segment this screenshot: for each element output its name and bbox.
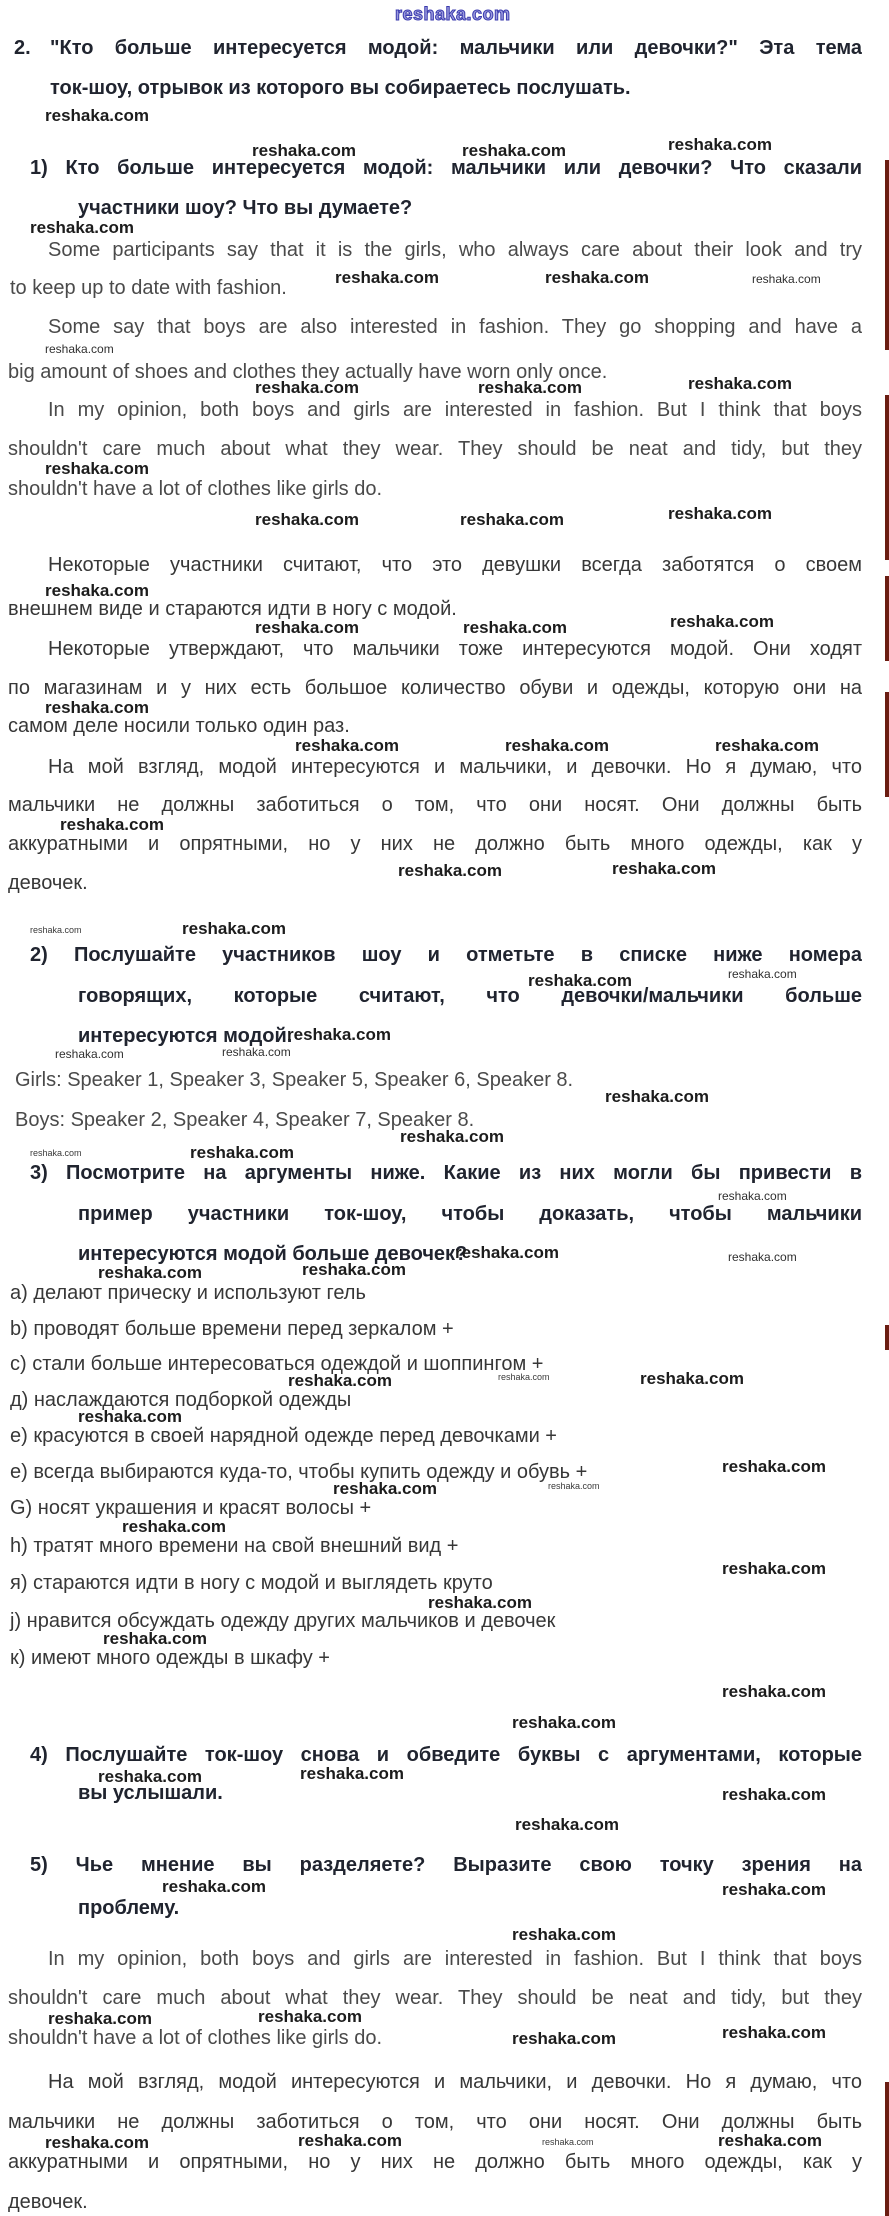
- watermark: reshaka.com: [295, 736, 399, 755]
- watermark: reshaka.com: [728, 967, 797, 981]
- task-2b-heading-line-1: 2) Послушайте участников шоу и отметьте в списке ниже номера: [30, 944, 862, 966]
- task-1-heading-line-1: 1) Кто больше интересуется модой: мальчики или девочки? Что сказали: [30, 157, 862, 179]
- answer-ru-line: по магазинам и у них есть большое количество обуви и одежды, которую они на: [8, 677, 862, 699]
- answer-en-line: shouldn't have a lot of clothes like girls do.: [8, 2027, 383, 2049]
- scan-edge-artifact: [885, 2082, 889, 2216]
- watermark: reshaka.com: [302, 1260, 406, 1279]
- task-2-heading-line-1: "Кто больше интересуется модой: мальчики или девочки?" Эта тема: [50, 37, 862, 59]
- watermark: reshaka.com: [45, 2133, 149, 2152]
- task-3-heading-line-1: 3) Посмотрите на аргументы ниже. Какие из них могли бы привести в: [30, 1162, 862, 1184]
- answer-en-line: big amount of shoes and clothes they actually have worn only once.: [8, 361, 608, 383]
- watermark: reshaka.com: [722, 1880, 826, 1899]
- watermark: reshaka.com: [640, 1369, 744, 1388]
- watermark: reshaka.com: [333, 1479, 437, 1498]
- watermark: reshaka.com: [462, 141, 566, 160]
- argument-h: h) тратят много времени на свой внешний вид +: [10, 1535, 459, 1557]
- watermark: reshaka.com: [542, 2137, 594, 2147]
- scan-edge-artifact: [885, 160, 889, 350]
- task-3-heading-line-2: пример участники ток-шоу, чтобы доказать, чтобы мальчики: [78, 1203, 862, 1225]
- watermark: reshaka.com: [398, 861, 502, 880]
- answer-boys: Boys: Speaker 2, Speaker 4, Speaker 7, Speaker 8.: [15, 1109, 475, 1131]
- argument-d: д) наслаждаются подборкой одежды: [10, 1389, 352, 1411]
- answer-ru-line: девочек.: [8, 872, 88, 894]
- watermark: reshaka.com: [45, 698, 149, 717]
- answer-ru-line: мальчики не должны заботиться о том, что они носят. Они должны быть: [8, 794, 862, 816]
- watermark: reshaka.com: [545, 268, 649, 287]
- watermark: reshaka.com: [722, 1457, 826, 1476]
- watermark: reshaka.com: [718, 2131, 822, 2150]
- answer-en-line: In my opinion, both boys and girls are interested in fashion. But I think that boys: [48, 1948, 862, 1970]
- watermark: reshaka.com: [722, 1682, 826, 1701]
- watermark: reshaka.com: [45, 106, 149, 125]
- answer-en-line: shouldn't care much about what they wear. They should be neat and tidy, but they: [8, 1987, 862, 2009]
- watermark: reshaka.com: [670, 612, 774, 631]
- watermark: reshaka.com: [505, 736, 609, 755]
- task-2-heading-line-2: ток-шоу, отрывок из которого вы собираетесь послушать.: [50, 77, 631, 99]
- watermark: reshaka.com: [30, 925, 82, 935]
- task-3-heading-line-3: интересуются модой больше девочек?: [78, 1243, 468, 1265]
- scan-edge-artifact: [885, 576, 889, 661]
- answer-en-line: shouldn't have a lot of clothes like girls do.: [8, 478, 383, 500]
- watermark: reshaka.com: [722, 1559, 826, 1578]
- watermark: reshaka.com: [98, 1263, 202, 1282]
- watermark: reshaka.com: [255, 618, 359, 637]
- watermark: reshaka.com: [512, 1925, 616, 1944]
- watermark: reshaka.com: [288, 1371, 392, 1390]
- watermark: reshaka.com: [182, 919, 286, 938]
- argument-g: G) носят украшения и красят волосы +: [10, 1497, 372, 1519]
- watermark: reshaka.com: [60, 815, 164, 834]
- answer-en-line: shouldn't care much about what they wear. They should be neat and tidy, but they: [8, 438, 862, 460]
- answer-ru-line: мальчики не должны заботиться о том, что они носят. Они должны быть: [8, 2111, 862, 2133]
- watermark: reshaka.com: [498, 1372, 550, 1382]
- watermark: reshaka.com: [300, 1764, 404, 1783]
- answer-en-line: In my opinion, both boys and girls are interested in fashion. But I think that boys: [48, 399, 862, 421]
- argument-e2: е) всегда выбираются куда-то, чтобы купить одежду и обувь +: [10, 1461, 588, 1483]
- watermark: reshaka.com: [512, 1713, 616, 1732]
- watermark: reshaka.com: [668, 135, 772, 154]
- watermark: reshaka.com: [752, 272, 821, 286]
- watermark: reshaka.com: [612, 859, 716, 878]
- watermark: reshaka.com: [222, 1045, 291, 1059]
- answer-ru-line: На мой взгляд, модой интересуются и мальчики, и девочки. Но я думаю, что: [48, 2071, 862, 2093]
- watermark: reshaka.com: [98, 1767, 202, 1786]
- task-2b-heading-line-2: говорящих, которые считают, что девочки/мальчики больше: [78, 985, 862, 1007]
- answer-ru-line: аккуратными и опрятными, но у них не должно быть много одежды, как у: [8, 833, 862, 855]
- answer-ru-line: Некоторые участники считают, что это девушки всегда заботятся о своем: [48, 554, 862, 576]
- watermark: reshaka.com: [668, 504, 772, 523]
- task-2b-heading-line-3: интересуются модой.: [78, 1025, 293, 1047]
- argument-j: j) нравится обсуждать одежду других мальчиков и девочек: [10, 1610, 556, 1632]
- watermark: reshaka.com: [515, 1815, 619, 1834]
- watermark: reshaka.com: [258, 2007, 362, 2026]
- watermark: reshaka.com: [287, 1025, 391, 1044]
- watermark: reshaka.com: [460, 510, 564, 529]
- answer-ru-line: аккуратными и опрятными, но у них не должно быть много одежды, как у: [8, 2151, 862, 2173]
- watermark: reshaka.com: [400, 1127, 504, 1146]
- watermark: reshaka.com: [122, 1517, 226, 1536]
- watermark: reshaka.com: [162, 1877, 266, 1896]
- watermark: reshaka.com: [335, 268, 439, 287]
- argument-e1: е) красуются в своей нарядной одежде перед девочками +: [10, 1425, 557, 1447]
- watermark: reshaka.com: [428, 1593, 532, 1612]
- watermark: reshaka.com: [298, 2131, 402, 2150]
- task-2-number: 2.: [14, 37, 31, 59]
- task-5-heading-line-2: проблему.: [78, 1897, 180, 1919]
- watermark: reshaka.com: [48, 2009, 152, 2028]
- answer-ru-line: На мой взгляд, модой интересуются и мальчики, и девочки. Но я думаю, что: [48, 756, 862, 778]
- answer-en-line: to keep up to date with fashion.: [10, 277, 287, 299]
- watermark: reshaka.com: [528, 971, 632, 990]
- watermark: reshaka.com: [548, 1481, 600, 1491]
- scan-edge-artifact: [885, 692, 889, 797]
- task-4-heading-line-2: вы услышали.: [78, 1782, 223, 1804]
- watermark: reshaka.com: [190, 1143, 294, 1162]
- watermark: reshaka.com: [728, 1250, 797, 1264]
- watermark: reshaka.com: [718, 1189, 787, 1203]
- argument-c: c) стали больше интересоваться одеждой и шоппингом +: [10, 1353, 544, 1375]
- argument-k: к) имеют много одежды в шкафу +: [10, 1647, 330, 1669]
- watermark: reshaka.com: [478, 378, 582, 397]
- watermark: reshaka.com: [715, 736, 819, 755]
- argument-i: я) стараются идти в ногу с модой и выглядеть круто: [10, 1572, 493, 1594]
- watermark: reshaka.com: [55, 1047, 124, 1061]
- watermark-top: reshaka.com: [395, 4, 511, 24]
- scan-edge-artifact: [885, 1325, 889, 1350]
- watermark: reshaka.com: [30, 218, 134, 237]
- answer-girls: Girls: Speaker 1, Speaker 3, Speaker 5, Speaker 6, Speaker 8.: [15, 1069, 574, 1091]
- watermark: reshaka.com: [463, 618, 567, 637]
- watermark: reshaka.com: [255, 378, 359, 397]
- answer-ru-line: девочек.: [8, 2191, 88, 2213]
- answer-ru-line: самом деле носили только один раз.: [8, 715, 350, 737]
- task-5-heading-line-1: 5) Чье мнение вы разделяете? Выразите свою точку зрения на: [30, 1854, 862, 1876]
- scan-edge-artifact: [885, 395, 889, 560]
- watermark: reshaka.com: [722, 2023, 826, 2042]
- watermark: reshaka.com: [688, 374, 792, 393]
- watermark: reshaka.com: [78, 1407, 182, 1426]
- watermark: reshaka.com: [455, 1243, 559, 1262]
- watermark: reshaka.com: [30, 1148, 82, 1158]
- watermark: reshaka.com: [45, 581, 149, 600]
- answer-ru-line: внешнем виде и стараются идти в ногу с модой.: [8, 598, 457, 620]
- watermark: reshaka.com: [252, 141, 356, 160]
- answer-en-line: Some say that boys are also interested in fashion. They go shopping and have a: [48, 316, 862, 338]
- answer-ru-line: Некоторые утверждают, что мальчики тоже интересуются модой. Они ходят: [48, 638, 862, 660]
- watermark: reshaka.com: [255, 510, 359, 529]
- watermark: reshaka.com: [103, 1629, 207, 1648]
- argument-a: a) делают прическу и используют гель: [10, 1282, 366, 1304]
- watermark: reshaka.com: [45, 459, 149, 478]
- task-1-heading-line-2: участники шоу? Что вы думаете?: [78, 197, 413, 219]
- watermark: reshaka.com: [605, 1087, 709, 1106]
- argument-b: b) проводят больше времени перед зеркалом +: [10, 1318, 454, 1340]
- watermark: reshaka.com: [722, 1785, 826, 1804]
- watermark: reshaka.com: [45, 342, 114, 356]
- task-4-heading-line-1: 4) Послушайте ток-шоу снова и обведите буквы с аргументами, которые: [30, 1744, 862, 1766]
- watermark: reshaka.com: [512, 2029, 616, 2048]
- answer-en-line: Some participants say that it is the girls, who always care about their look and try: [48, 239, 862, 261]
